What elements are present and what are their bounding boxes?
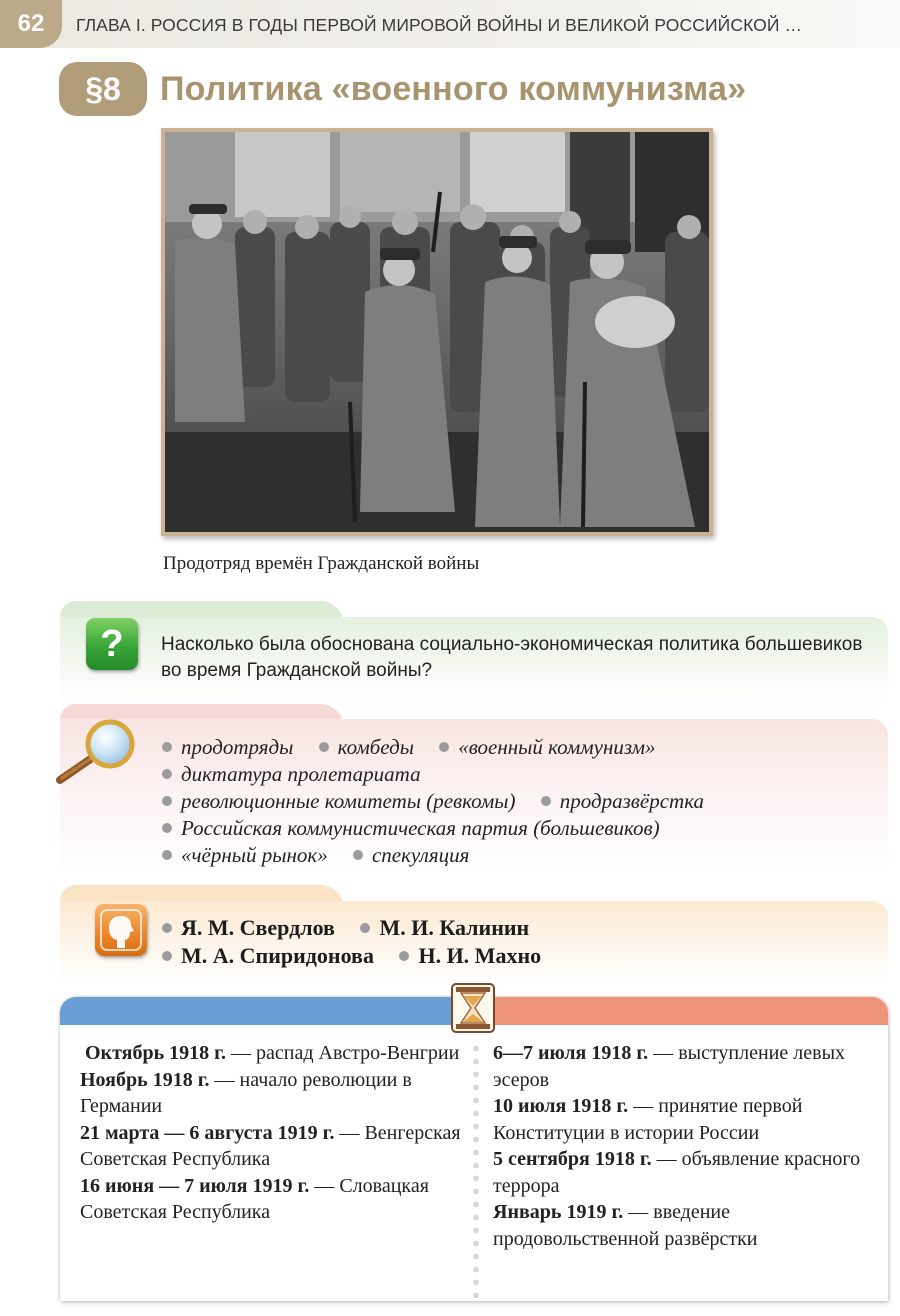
person-item: Я. М. Свердлов [181, 915, 335, 940]
term-item: Российская коммунистическая партия (большевиков) [181, 816, 660, 840]
timeline-bar-russia [474, 997, 888, 1025]
event-text: — принятие первой Конституции в истории России [493, 1095, 803, 1144]
bullet-icon [162, 951, 172, 961]
bullet-icon [162, 796, 172, 806]
terms-line-2 [160, 761, 880, 788]
terms-line-4 [160, 815, 880, 842]
bullet-icon [360, 923, 370, 933]
bullet-icon [319, 742, 329, 752]
event-text: — распад Австро-Венгрии [226, 1042, 460, 1064]
event-date: 21 марта — 6 августа 1919 г. [80, 1121, 335, 1144]
term-item: спекуляция [371, 843, 470, 867]
timeline-event [493, 1093, 873, 1146]
terms-line-5 [160, 842, 880, 869]
photo-caption: Продотряд времён Гражданской войны [163, 553, 480, 574]
event-text: — введение продовольственной развёрстки [493, 1201, 758, 1250]
term-item: продотряды [181, 735, 294, 759]
person-item: М. И. Калинин [379, 915, 530, 940]
chapter-title: ГЛАВА I. РОССИЯ В ГОДЫ ПЕРВОЙ МИРОВОЙ ВОЙНЫ И ВЕЛИКОЙ РОССИЙСКОЙ … [76, 15, 803, 35]
event-date: 5 сентября 1918 г. [493, 1148, 652, 1170]
timeline-world-events [80, 1040, 465, 1226]
bullet-icon [353, 850, 363, 860]
bullet-icon [399, 951, 409, 961]
bullet-icon [439, 742, 449, 752]
key-terms [160, 734, 880, 869]
event-date: Октябрь 1918 г. [85, 1042, 226, 1064]
event-date: 16 июня — 7 июля 1919 г. [80, 1174, 310, 1197]
persons-line-1 [160, 914, 880, 942]
event-text: — выступление левых эсеров [493, 1042, 846, 1091]
term-item: комбеды [337, 735, 414, 759]
timeline-event [493, 1040, 873, 1093]
event-date: Ноябрь 1918 г. [80, 1068, 210, 1091]
event-date: 6—7 июля 1918 г. [493, 1042, 649, 1064]
timeline-event [80, 1040, 465, 1067]
key-persons [160, 914, 880, 970]
bullet-icon [162, 742, 172, 752]
event-date: 10 июля 1918 г. [493, 1095, 629, 1117]
event-text: — Словацкая Советская Республика [80, 1174, 429, 1223]
timeline-divider [473, 1042, 479, 1298]
term-item: революционные комитеты (ревкомы) [181, 789, 516, 813]
term-item: «военный коммунизм» [458, 735, 656, 759]
timeline-event [80, 1173, 465, 1226]
bullet-icon [162, 769, 172, 779]
magnifier-icon [50, 718, 140, 790]
question-icon: ? [86, 618, 138, 670]
hourglass-icon [449, 983, 497, 1033]
photo-illustration [165, 132, 709, 532]
timeline-bar-world [60, 997, 474, 1025]
event-text: — объявление красного террора [493, 1148, 861, 1197]
terms-line-3 [160, 788, 880, 815]
person-item: М. А. Спиридонова [181, 943, 374, 968]
person-item: Н. И. Махно [418, 943, 542, 968]
persons-line-2 [160, 942, 880, 970]
bullet-icon [162, 850, 172, 860]
timeline-event [80, 1120, 465, 1173]
term-item: продразвёрстка [559, 789, 704, 813]
term-item: «чёрный рынок» [181, 843, 328, 867]
bullet-icon [541, 796, 551, 806]
person-profile-icon [95, 904, 147, 956]
bullet-icon [162, 923, 172, 933]
section-title: Политика «военного коммунизма» [160, 70, 747, 108]
timeline-event [80, 1067, 465, 1120]
timeline-event [493, 1199, 873, 1252]
timeline-russia-events [493, 1040, 873, 1252]
person-silhouette-icon [95, 904, 147, 956]
question-text: Насколько была обоснована социально-экономическая политика большевиков во время Гражданской войны? [161, 634, 863, 681]
bullet-icon [162, 823, 172, 833]
timeline-event [493, 1146, 873, 1199]
event-date: Январь 1919 г. [493, 1201, 624, 1223]
term-item: диктатура пролетариата [181, 762, 421, 786]
terms-line-1 [160, 734, 880, 761]
event-text: — Венгерская Советская Республика [80, 1121, 461, 1170]
section-number-badge: §8 [59, 62, 147, 116]
event-text: — начало революции в Германии [80, 1068, 412, 1117]
historical-photo [165, 132, 709, 532]
photo-frame [161, 128, 713, 536]
page-number: 62 [0, 0, 62, 48]
